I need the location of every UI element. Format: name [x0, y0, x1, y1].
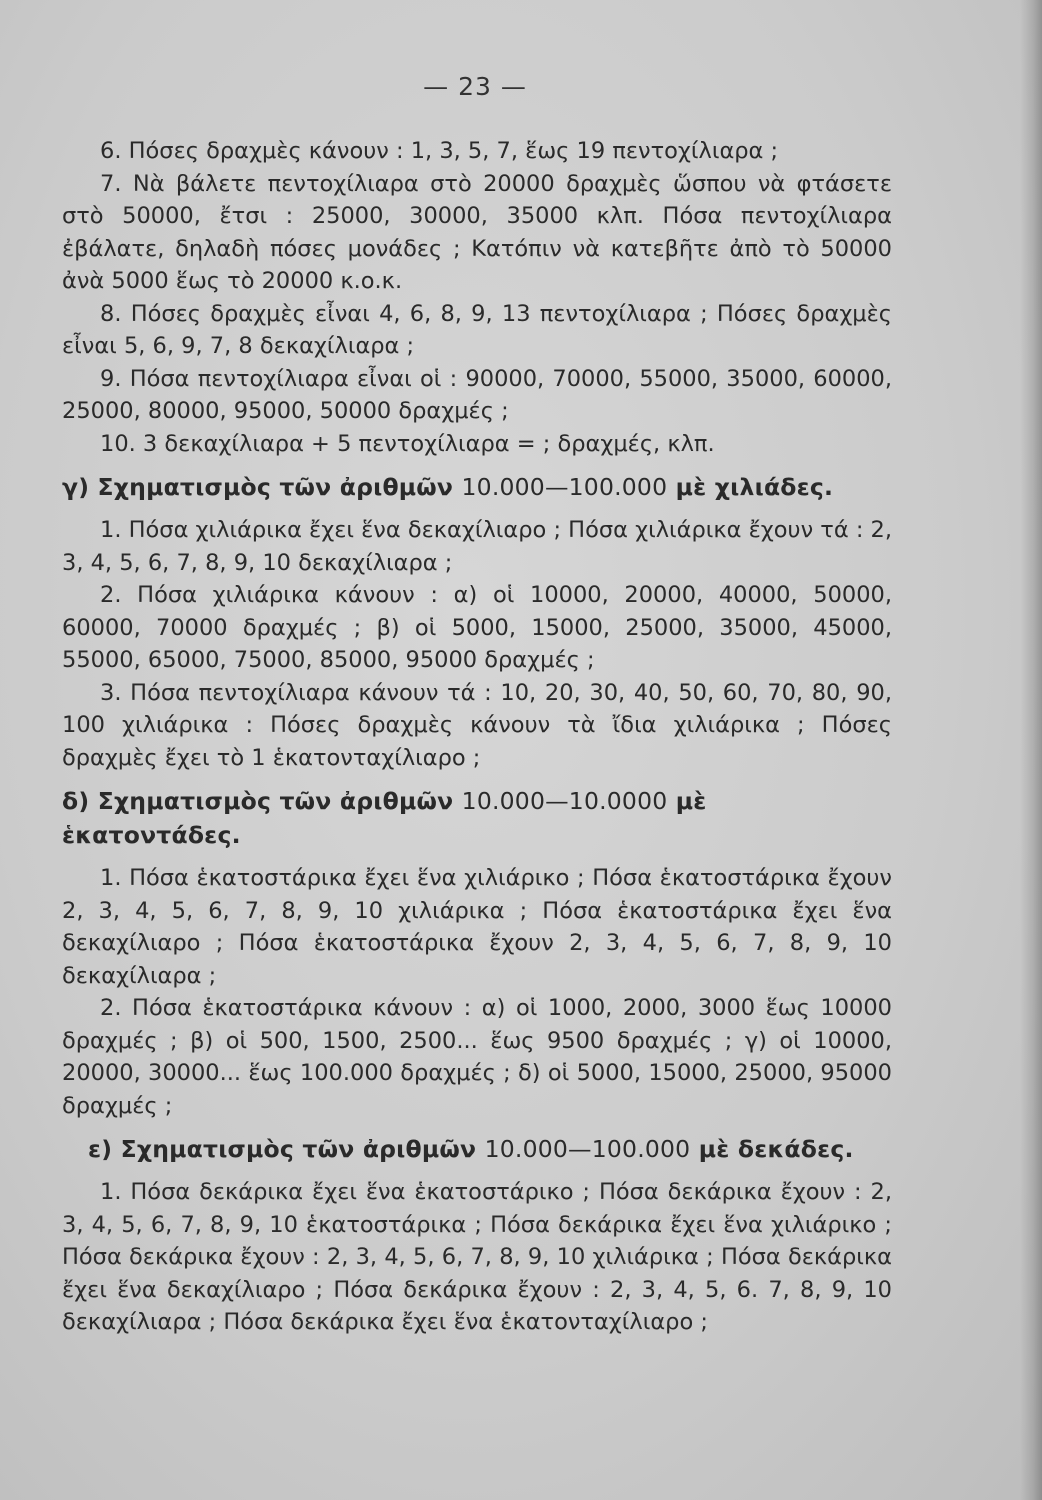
exercise-paragraph: 1. Πόσα ἑκατοστάρικα ἔχει ἕνα χιλιάρικο ; Πόσα ἑκατοστάρικα ἔχουν 2, 3, 4, 5, 6, 7, 8, 9, 10 χιλιάρικα ; Πόσα ἑκατοστάρικα ἔχει ἕνα δεκαχίλιαρο ; Πόσα ἑκατοστάρικα ἔχουν 2, 3, 4, 5, 6, 7, 8, 9, 10 δεκαχίλιαρα ;: [62, 865, 892, 989]
page-number: — 23 —: [423, 72, 527, 101]
section-range: 10.000—10.0000: [461, 787, 668, 815]
section-heading-delta: [62, 784, 892, 852]
exercise-paragraph: 1. Πόσα δεκάρικα ἔχει ἕνα ἑκατοστάρικο ; Πόσα δεκάρικα ἔχουν : 2, 3, 4, 5, 6, 7, 8, 9, 10 ἑκατοστάρικα ; Πόσα δεκάρικα ἔχει ἕνα χιλιάρικο ; Πόσα δεκάρικα ἔχουν : 2, 3, 4, 5, 6, 7, 8, 9, 10 χιλιάρικα ; Πόσα δεκάρικα ἔχει ἕνα δεκαχίλιαρο ; Πόσα δεκάρικα ἔχουν : 2, 3, 4, 5, 6. 7, 8, 9, 10 δεκαχίλιαρα ; Πόσα δεκάρικα ἔχει ἕνα ἑκατονταχίλιαρο ;: [62, 1179, 892, 1335]
section-range: 10.000—100.000: [484, 1135, 691, 1163]
exercise-paragraph: 9. Πόσα πεντοχίλιαρα εἶναι οἱ : 90000, 70000, 55000, 35000, 60000, 25000, 80000, 95000, 50000 δραχμές ;: [62, 365, 892, 424]
exercise-paragraph: 8. Πόσες δραχμὲς εἶναι 4, 6, 8, 9, 13 πεντοχίλιαρα ; Πόσες δραχμὲς εἶναι 5, 6, 9, 7, 8 δεκαχίλιαρα ;: [62, 300, 892, 359]
exercise-paragraph: 1. Πόσα χιλιάρικα ἔχει ἕνα δεκαχίλιαρο ; Πόσα χιλιάρικα ἔχουν τά : 2, 3, 4, 5, 6, 7, 8, 9, 10 δεκαχίλιαρα ;: [62, 517, 893, 576]
page-content: [62, 135, 892, 1339]
exercise-paragraph: 6. Πόσες δραχμὲς κάνουν : 1, 3, 5, 7, ἕως 19 πεντοχίλιαρα ;: [100, 138, 779, 164]
section-suffix: μὲ χιλιάδες.: [675, 473, 834, 501]
section-title: Σχηματισμὸς τῶν ἀριθμῶν: [97, 787, 454, 815]
section-suffix: μὲ δεκάδες.: [698, 1135, 854, 1163]
section-range: 10.000—100.000: [461, 473, 668, 501]
section-heading-gamma: [62, 470, 892, 504]
section-title: Σχηματισμὸς τῶν ἀριθμῶν: [120, 1135, 477, 1163]
section-suffix: μὲ ἑκατοντάδες.: [62, 787, 707, 849]
exercise-paragraph: 2. Πόσα ἑκατοστάρικα κάνουν : α) οἱ 1000, 2000, 3000 ἕως 10000 δραχμές ; β) οἱ 500, 1500, 2500... ἕως 9500 δραχμές ; γ) οἱ 10000, 20000, 30000... ἕως 100.000 δραχμές ; δ) οἱ 5000, 15000, 25000, 95000 δραχμές ;: [62, 995, 892, 1119]
section-marker: δ): [62, 787, 90, 815]
exercise-paragraph: 7. Νὰ βάλετε πεντοχίλιαρα στὸ 20000 δραχμὲς ὥσπου νὰ φτάσετε στὸ 50000, ἔτσι : 25000, 30000, 35000 κλπ. Πόσα πεντοχίλιαρα ἐβάλατε, δηλαδὴ πόσες μονάδες ; Κατόπιν νὰ κατεβῆτε ἀπὸ τὸ 50000 ἀνὰ 5000 ἕως τὸ 20000 κ.ο.κ.: [62, 170, 892, 294]
exercise-block-continued: [62, 135, 892, 460]
exercise-block-gamma: [62, 514, 892, 774]
exercise-block-epsilon: [62, 1176, 892, 1339]
exercise-paragraph: 2. Πόσα χιλιάρικα κάνουν : α) οἱ 10000, 20000, 40000, 50000, 60000, 70000 δραχμές ; β) οἱ 5000, 15000, 25000, 35000, 45000, 55000, 65000, 75000, 85000, 95000 δραχμές ;: [62, 582, 892, 673]
section-heading-epsilon: [88, 1132, 892, 1166]
section-title: Σχηματισμὸς τῶν ἀριθμῶν: [97, 473, 454, 501]
section-marker: ε): [88, 1135, 113, 1163]
section-marker: γ): [62, 473, 90, 501]
exercise-block-delta: [62, 862, 892, 1122]
exercise-paragraph: 10. 3 δεκαχίλιαρα + 5 πεντοχίλιαρα = ; δραχμές, κλπ.: [100, 430, 715, 457]
page-edge-shadow: [1020, 0, 1042, 1500]
exercise-paragraph: 3. Πόσα πεντοχίλιαρα κάνουν τά : 10, 20, 30, 40, 50, 60, 70, 80, 90, 100 χιλιάρικα : Πόσες δραχμὲς κάνουν τὰ ἴδια χιλιάρικα ; Πόσες δραχμὲς ἔχει τὸ 1 ἑκατονταχίλιαρο ;: [62, 679, 892, 771]
